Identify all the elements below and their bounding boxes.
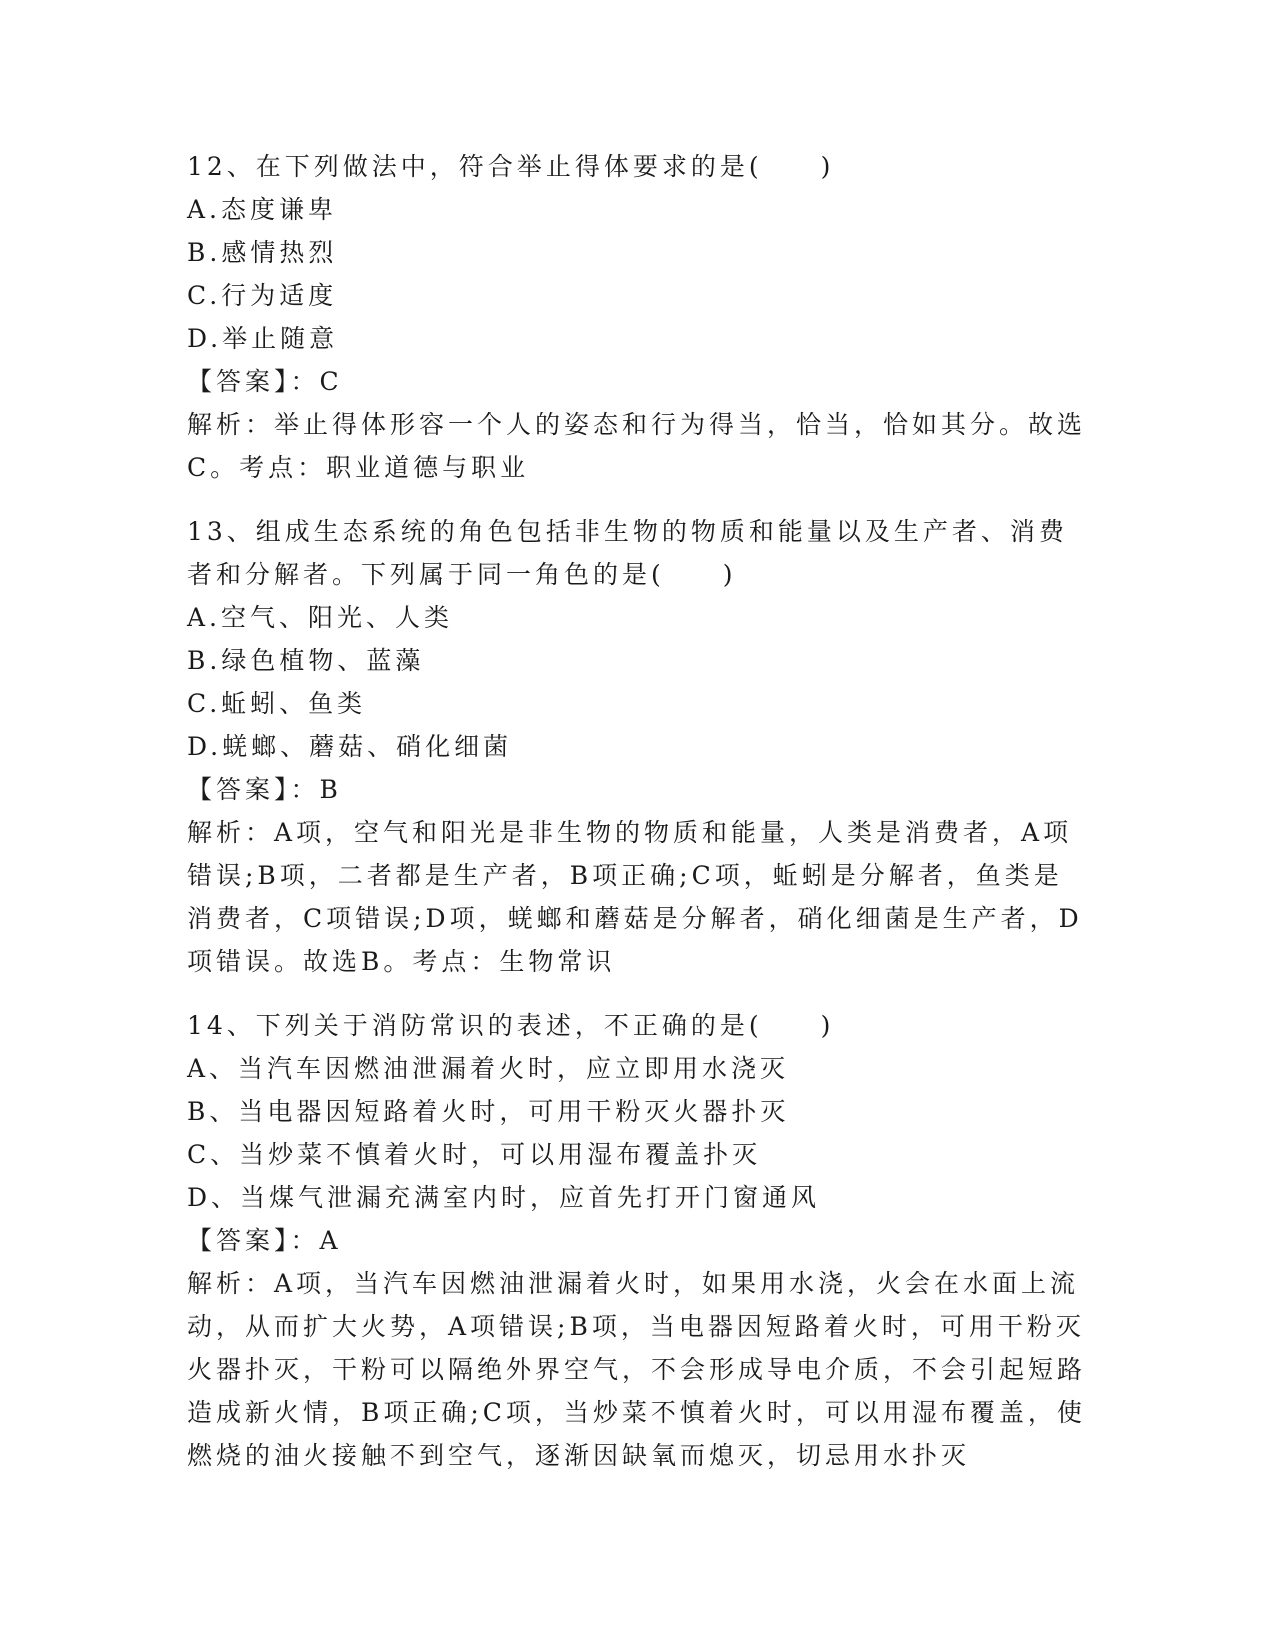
option-d: D、当煤气泄漏充满室内时，应首先打开门窗通风 xyxy=(187,1183,821,1212)
question-14 xyxy=(187,1004,1087,1477)
option-c: C.蚯蚓、鱼类 xyxy=(187,689,367,718)
answer: 【答案】：B xyxy=(187,775,342,804)
explanation: 解析：举止得体形容一个人的姿态和行为得当，恰当，恰如其分。故选C。考点：职业道德与职业 xyxy=(187,410,1087,482)
option-a: A、当汽车因燃油泄漏着火时，应立即用水浇灭 xyxy=(187,1054,790,1083)
option-d: D.蜣螂、蘑菇、硝化细菌 xyxy=(187,732,513,761)
option-d: D.举止随意 xyxy=(187,324,339,353)
option-c: C.行为适度 xyxy=(187,281,338,310)
question-13 xyxy=(187,510,1087,983)
question-stem: 14、下列关于消防常识的表述，不正确的是( ) xyxy=(187,1011,835,1040)
question-stem: 12、在下列做法中，符合举止得体要求的是( ) xyxy=(187,152,835,181)
option-b: B.感情热烈 xyxy=(187,238,338,267)
answer: 【答案】：C xyxy=(187,367,343,396)
question-stem: 13、组成生态系统的角色包括非生物的物质和能量以及生产者、消费者和分解者。下列属于同一角色的是( ) xyxy=(187,517,1068,589)
explanation: 解析：A项，空气和阳光是非生物的物质和能量，人类是消费者，A项错误;B项，二者都是生产者，B项正确;C项，蚯蚓是分解者，鱼类是消费者，C项错误;D项，蜣螂和蘑菇是分解者，硝化细菌是生产者，D项错误。故选B。考点：生物常识 xyxy=(187,818,1083,976)
option-b: B.绿色植物、蓝藻 xyxy=(187,646,425,675)
option-a: A.空气、阳光、人类 xyxy=(187,603,454,632)
explanation: 解析：A项，当汽车因燃油泄漏着火时，如果用水浇，火会在水面上流动，从而扩大火势，A项错误;B项，当电器因短路着火时，可用干粉灭火器扑灭，干粉可以隔绝外界空气，不会形成导电介质，不会引起短路造成新火情，B项正确;C项，当炒菜不慎着火时，可以用湿布覆盖，使燃烧的油火接触不到空气，逐渐因缺氧而熄灭，切忌用水扑灭 xyxy=(187,1269,1087,1470)
option-b: B、当电器因短路着火时，可用干粉灭火器扑灭 xyxy=(187,1097,790,1126)
question-12 xyxy=(187,145,1087,489)
document-content xyxy=(187,145,1087,1498)
option-a: A.态度谦卑 xyxy=(187,195,338,224)
answer: 【答案】：A xyxy=(187,1226,342,1255)
option-c: C、当炒菜不慎着火时，可以用湿布覆盖扑灭 xyxy=(187,1140,762,1169)
